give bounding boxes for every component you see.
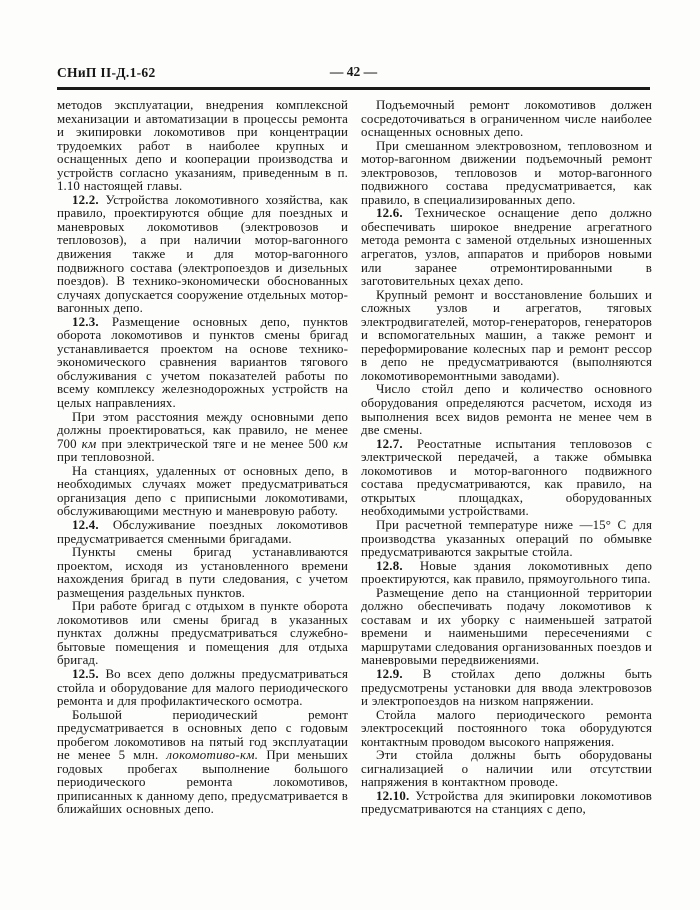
paragraph: 12.10. Устройства для экипировки локомотивов предусматриваются на станциях с депо, xyxy=(361,788,652,817)
section-number: 12.8. xyxy=(376,558,420,573)
paragraph: 12.2. Устройства локомотивного хозяйства, как правило, проектируются общие для поездных и маневровых локомотивов (электровозов и тепловозов), а при наличии мотор-вагонного движения также и для мотор-вагонного подвижного состава (электропоездов и дизельных поездов). В технико-экономически обоснованных случаях допускается сооружение отдельных мотор-вагонных депо. xyxy=(57,192,348,316)
document-code: СНиП II-Д.1-62 xyxy=(57,65,156,80)
section-number: 12.7. xyxy=(376,436,418,451)
page-number: — 42 — xyxy=(329,64,378,79)
paragraph: Подъемочный ремонт локомотивов должен сосредоточиваться в ограниченном числе наиболее оснащенных основных депо. xyxy=(361,98,652,140)
left-column xyxy=(57,99,348,817)
section-number: 12.2. xyxy=(72,192,106,207)
paragraph: При этом расстояния между основными депо должны проектироваться, как правило, не менее 700 км при электрической тяге и не менее 500 км при тепловозной. xyxy=(57,409,348,465)
paragraph: 12.4. Обслуживание поездных локомотивов предусматривается сменными бригадами. xyxy=(57,517,348,546)
two-column-body xyxy=(57,99,652,817)
paragraph: 12.6. Техническое оснащение депо должно обеспечивать широкое внедрение агрегатного метода ремонта с заменой отдельных изношенных агрегатов, узлов, аппаратов и приборов новыми или заранее отремонтированными в заготовительных цехах депо. xyxy=(361,206,652,289)
paragraph: 12.9. В стойлах депо должны быть предусмотрены установки для ввода электровозов и электропоездов на низком напряжении. xyxy=(361,666,652,709)
paragraph: При расчетной температуре ниже —15° С для производства указанных операций по обмывке предусматриваются закрытые стойла. xyxy=(361,517,652,560)
paragraph: Крупный ремонт и восстановление больших и сложных узлов и агрегатов, тяговых электродвигателей, мотор-генераторов, генераторов и вспомогательных машин, а также ремонт и переформирование колесных пар и ремонт рессор в депо не предусматриваются (выполняются локомотиворемонтными заводами). xyxy=(361,287,652,383)
paragraph: Число стойл депо и количество основного оборудования определяются расчетом, исходя из выполнения всех видов ремонта не менее чем в две смены. xyxy=(361,382,652,438)
paragraph: методов эксплуатации, внедрения комплексной механизации и автоматизации в процессы ремонта и экипировки локомотивов при концентрации трудоемких работ в наиболее крупных и оснащенных депо и кооперации производства и устройств согласно указаниям, приведенным в п. 1.10 настоящей главы. xyxy=(57,98,348,194)
paragraph: При работе бригад с отдыхом в пункте оборота локомотивов или смены бригад в указанных пунктах должны предусматриваться служебно-бытовые помещения и помещения для отдыха бригад. xyxy=(57,599,348,668)
paragraph: 12.7. Реостатные испытания тепловозов с электрической передачей, а также обмывка локомотивов и мотор-вагонного подвижного состава предусматриваются, как правило, на открытых площадках, оборудованных необходимыми устройствами. xyxy=(361,436,652,519)
paragraph: 12.8. Новые здания локомотивных депо проектируются, как правило, прямоугольного типа. xyxy=(361,558,652,587)
paragraph: 12.3. Размещение основных депо, пунктов оборота локомотивов и пунктов смены бригад устанавливается проектом на основе технико-экономического сравнения вариантов тягового обслуживания с учетом показателей работы по всему комплексу железнодорожных устройств на целых направлениях. xyxy=(57,314,348,411)
paragraph: 12.5. Во всех депо должны предусматриваться стойла и оборудование для малого периодического ремонта и для профилактического осмотра. xyxy=(57,666,348,709)
paragraph: Большой периодический ремонт предусматривается в основных депо с годовым пробегом локомотивов на пятый год эксплуатации не менее 5 млн. локомотиво-км. При меньших годовых пробегах выполнение большого периодического ремонта локомотивов, приписанных к данному депо, предусматривается в ближайших основных депо. xyxy=(57,707,348,817)
section-number: 12.4. xyxy=(72,517,113,532)
paragraph: Размещение депо на станционной территории должно обеспечивать подачу локомотивов к составам и их уборку с наименьшей затратой времени и наименьшими пересечениями с маршрутами следования организованных поездов и маневровыми передвижениями. xyxy=(361,585,652,668)
section-number: 12.6. xyxy=(376,206,416,221)
right-column xyxy=(361,99,652,817)
section-number: 12.5. xyxy=(72,666,106,681)
paragraph: На станциях, удаленных от основных депо, в необходимых случаях может предусматриваться организация депо с приписными локомотивами, обслуживающими местную и маневровую работу. xyxy=(57,463,348,519)
section-number: 12.3. xyxy=(72,314,112,329)
paragraph: Стойла малого периодического ремонта электросекций постоянного тока оборудуются контактным проводом высокого напряжения. xyxy=(361,707,652,749)
section-number: 12.10. xyxy=(376,788,416,803)
paragraph: Пункты смены бригад устанавливаются проектом, исходя из установленного времени нахождения бригад в пути следования, с учетом размещения раздельных пунктов. xyxy=(57,545,348,600)
running-head xyxy=(57,64,650,90)
paragraph: Эти стойла должны быть оборудованы сигнализацией о наличии или отсутствии напряжения в контактном проводе. xyxy=(361,748,652,790)
paragraph: При смешанном электровозном, тепловозном и мотор-вагонном движении подъемочный ремонт электровозов, тепловозов и мотор-вагонного подвижного состава предусматривается, как правило, в специализированных депо. xyxy=(361,138,652,207)
section-number: 12.9. xyxy=(376,666,423,681)
